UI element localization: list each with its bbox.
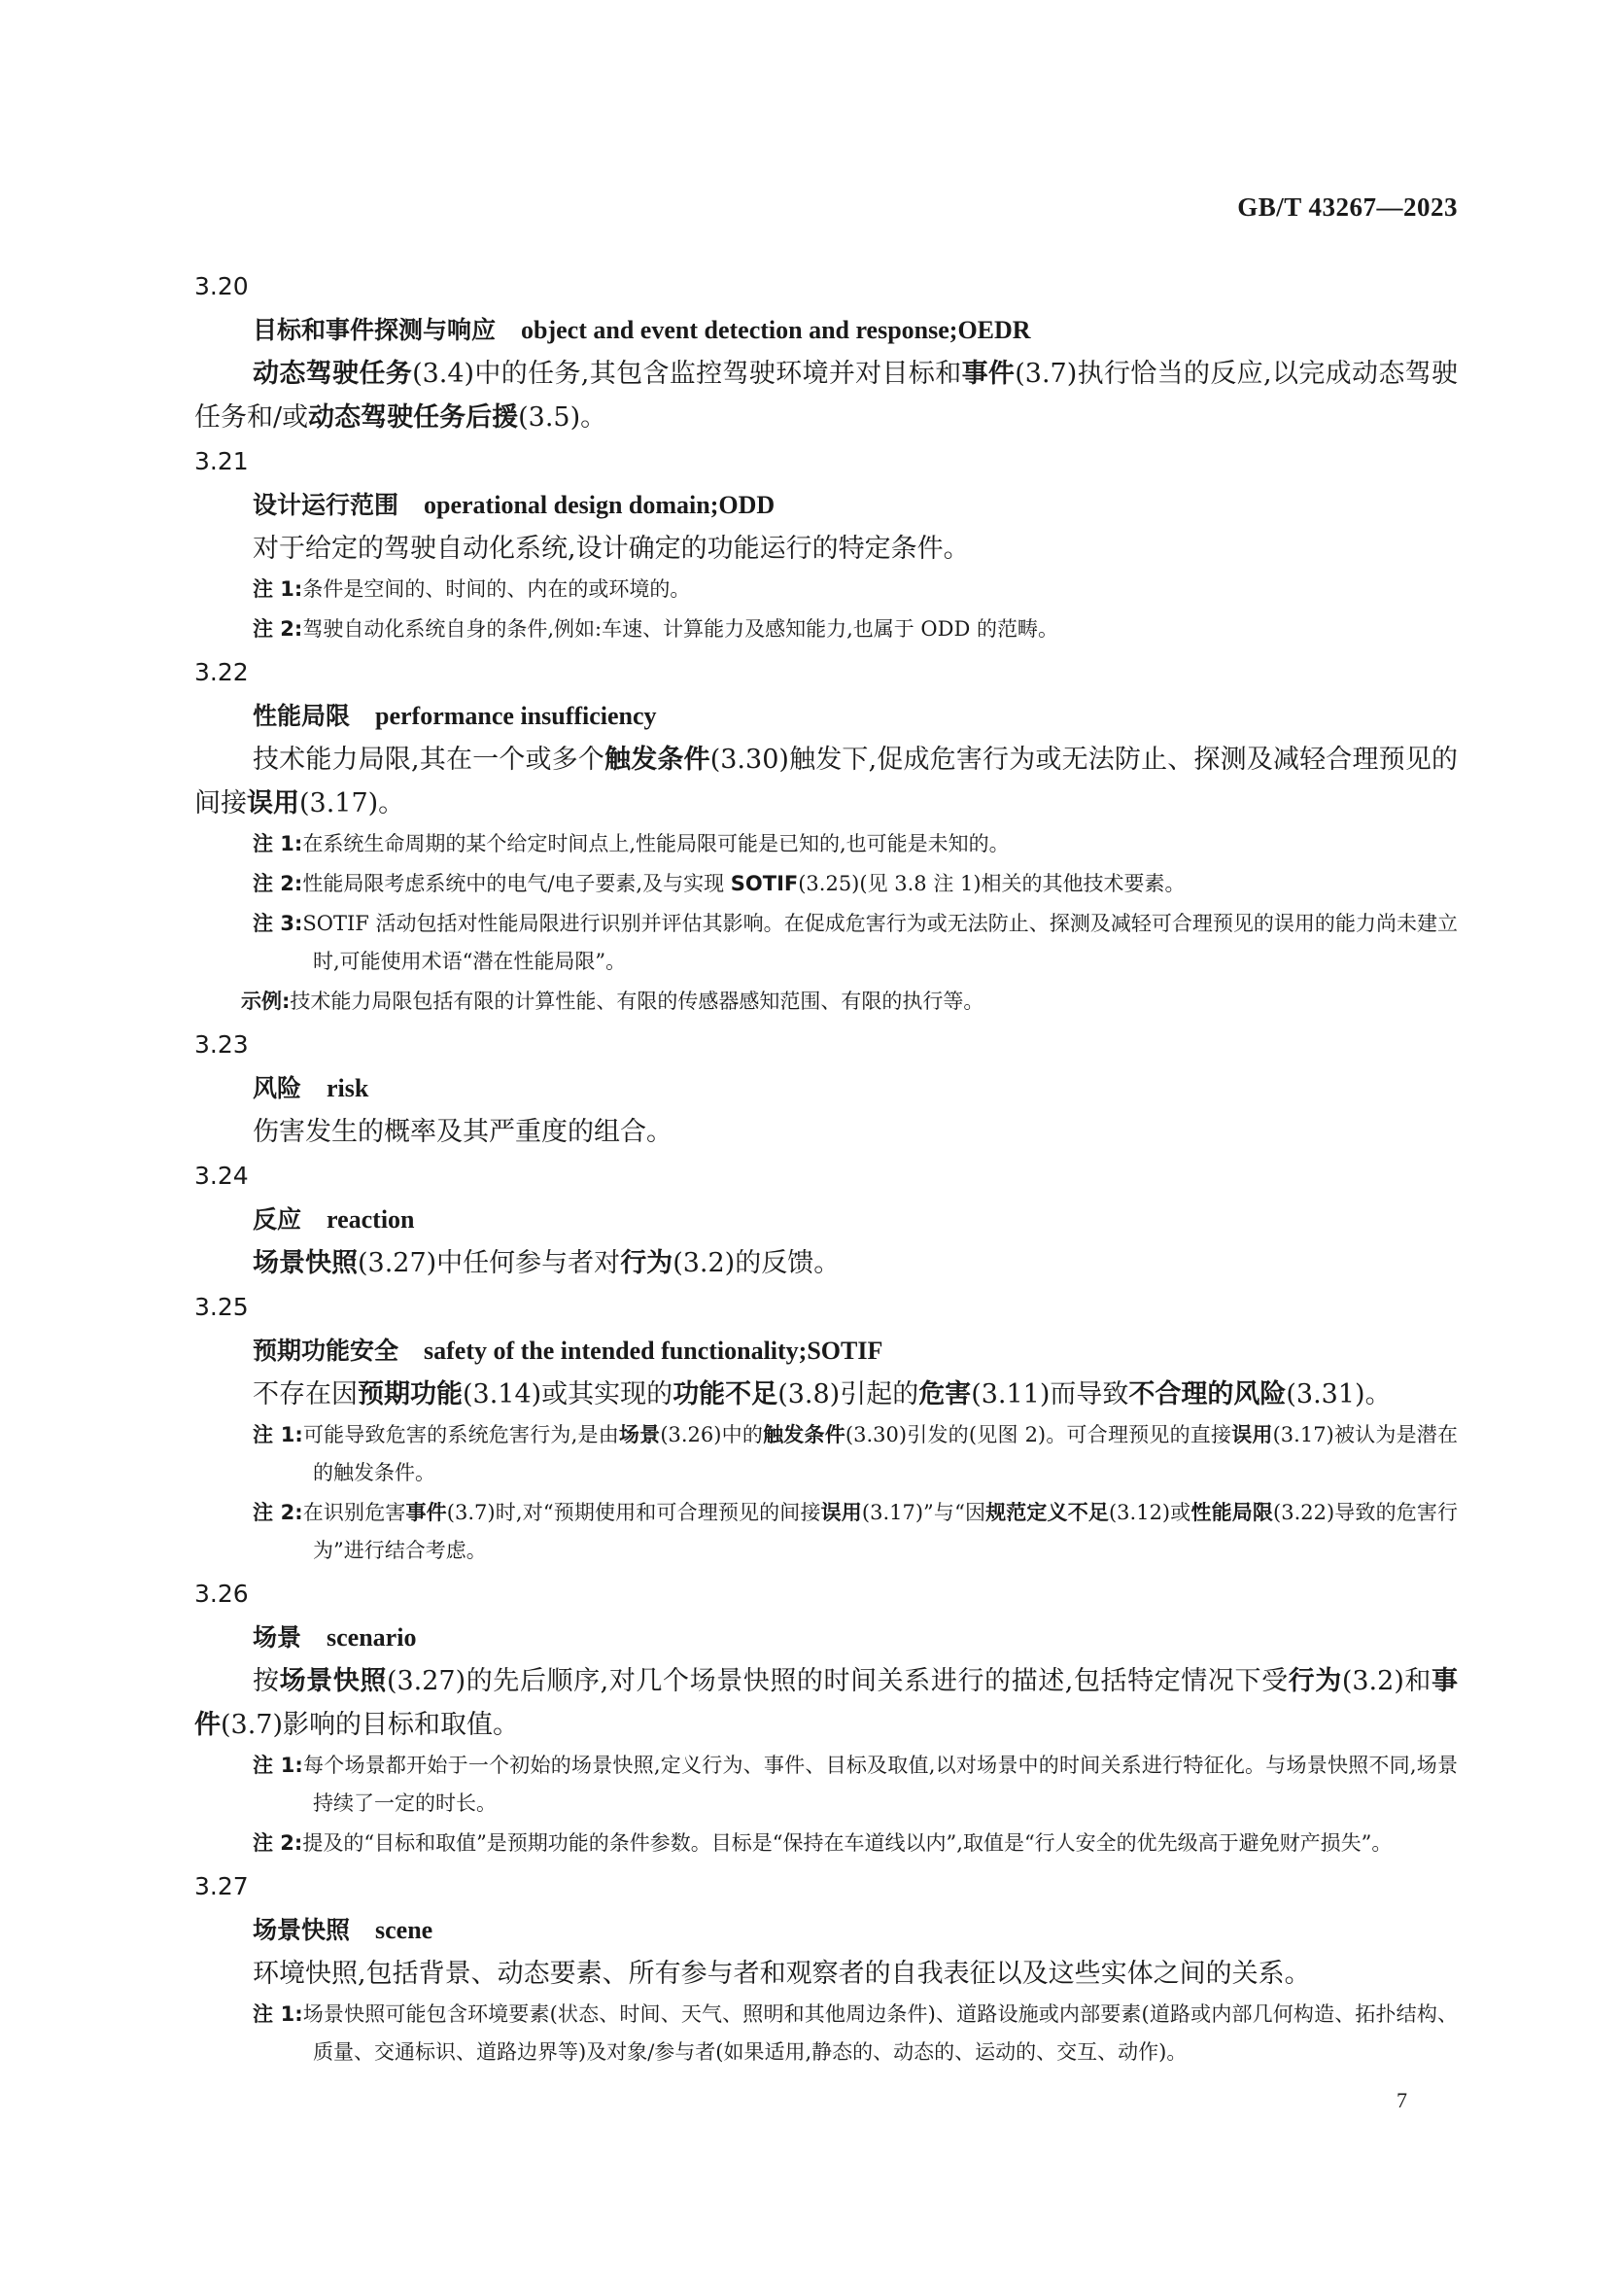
text-run: (3.12)或 xyxy=(1108,1501,1191,1524)
term-heading xyxy=(253,1617,1458,1659)
text-run: (3.7)时,对“预期使用和可合理预见的间接 xyxy=(446,1501,821,1524)
note xyxy=(253,610,1458,648)
text-run: 可能导致危害的系统危害行为,是由 xyxy=(302,1423,619,1446)
cross-reference-term: 误用 xyxy=(820,1501,862,1524)
cross-reference-term: 性能局限 xyxy=(1190,1501,1274,1524)
term-chinese: 预期功能安全 xyxy=(253,1337,399,1365)
cross-reference-term: SOTIF xyxy=(730,872,799,895)
term-definition xyxy=(194,1952,1458,1996)
text-run: (3.30)引发的(见图 2)。可合理预见的直接 xyxy=(845,1423,1232,1446)
text-run: (3.27)的先后顺序,对几个场景快照的时间关系进行的描述,包括特定情况下受 xyxy=(386,1666,1289,1696)
cross-reference-term: 动态驾驶任务后援 xyxy=(308,402,519,433)
text-run: 对于给定的驾驶自动化系统,设计确定的功能运行的特定条件。 xyxy=(253,534,970,564)
term-english: performance insufficiency xyxy=(375,702,657,730)
term-heading xyxy=(253,309,1458,352)
text-run: (3.7)执行恰当的反应,以完成动态驾驶任务和/或 xyxy=(194,359,1459,433)
term-definition xyxy=(194,352,1458,439)
cross-reference-term: 事件 xyxy=(194,1666,1459,1740)
text-run: (3.27)中任何参与者对 xyxy=(358,1248,621,1278)
text-run: (3.30)触发下,促成危害行为或无法防止、探测及减轻合理预见的间接 xyxy=(194,745,1458,818)
term-chinese: 反应 xyxy=(253,1205,302,1234)
text-run: 每个场景都开始于一个初始的场景快照,定义行为、事件、目标及取值,以对场景中的时间关系进行特征化。与场景快照不同,场景持续了一定的时长。 xyxy=(302,1754,1458,1815)
text-run: (3.31)。 xyxy=(1286,1379,1392,1409)
cross-reference-term: 行为 xyxy=(1288,1666,1342,1696)
term-definition xyxy=(194,1110,1458,1154)
text-run: (3.5)。 xyxy=(518,402,607,433)
text-run: 技术能力局限,其在一个或多个 xyxy=(253,745,605,775)
text-run: (3.17)。 xyxy=(299,788,405,818)
text-run: (3.4)中的任务,其包含监控驾驶环境并对目标和 xyxy=(412,359,962,389)
note xyxy=(253,865,1458,903)
note-label: 注 1: xyxy=(253,577,303,601)
text-run: (3.2)的反馈。 xyxy=(673,1248,841,1278)
term-definition xyxy=(194,1241,1458,1285)
text-run: 技术能力局限包括有限的计算性能、有限的传感器感知范围、有限的执行等。 xyxy=(290,990,984,1013)
note xyxy=(253,825,1458,863)
text-run: 场景快照可能包含环境要素(状态、时间、天气、照明和其他周边条件)、道路设施或内部要素(道路或内部几何构造、拓扑结构、质量、交通标识、道路边界等)及对象/参与者(如果适用,静态的、动态的、运动的、交互、动作)。 xyxy=(302,2002,1458,2064)
term-heading xyxy=(253,1067,1458,1110)
cross-reference-term: 规范定义不足 xyxy=(985,1501,1109,1524)
term-english: operational design domain;ODD xyxy=(424,491,776,519)
standard-code: GB/T 43267—2023 xyxy=(1237,192,1458,222)
term-english: reaction xyxy=(327,1205,415,1234)
text-run: (3.7)影响的目标和取值。 xyxy=(221,1710,520,1740)
term-heading xyxy=(253,1330,1458,1373)
note-label: 示例: xyxy=(241,990,291,1013)
text-run: (3.25)(见 3.8 注 1)相关的其他技术要素。 xyxy=(798,872,1186,895)
term-chinese: 目标和事件探测与响应 xyxy=(253,316,497,344)
cross-reference-term: 不合理的风险 xyxy=(1128,1379,1287,1409)
text-run: 按 xyxy=(253,1666,280,1696)
text-run: 条件是空间的、时间的、内在的或环境的。 xyxy=(302,577,691,601)
text-run: 驾驶自动化系统自身的条件,例如:车速、计算能力及感知能力,也属于 ODD 的范畴。 xyxy=(302,617,1058,641)
note xyxy=(253,1825,1458,1862)
cross-reference-term: 触发条件 xyxy=(763,1423,845,1446)
text-run: (3.17)被认为是潜在的触发条件。 xyxy=(313,1423,1458,1484)
note xyxy=(253,1494,1458,1570)
cross-reference-term: 场景快照 xyxy=(253,1248,358,1278)
term-chinese: 场景快照 xyxy=(253,1916,351,1944)
term-english: safety of the intended functionality;SOTIF xyxy=(424,1337,883,1365)
text-run: (3.14)或其实现的 xyxy=(463,1379,673,1409)
page-number: 7 xyxy=(1397,2088,1407,2112)
term-heading xyxy=(253,695,1458,738)
term-definition xyxy=(194,1373,1458,1416)
term-english: scene xyxy=(375,1916,433,1944)
note xyxy=(253,1996,1458,2071)
cross-reference-term: 功能不足 xyxy=(673,1379,778,1409)
term-number: 3.21 xyxy=(194,447,249,475)
text-run: 环境快照,包括背景、动态要素、所有参与者和观察者的自我表征以及这些实体之间的关系。 xyxy=(253,1959,1311,1989)
note-label: 注 3: xyxy=(253,912,303,935)
term-number: 3.22 xyxy=(194,658,249,686)
term-english: object and event detection and response;OEDR xyxy=(521,316,1031,344)
text-run: (3.17)”与“因 xyxy=(861,1501,986,1524)
note-label: 注 1: xyxy=(253,832,303,855)
note-label: 注 2: xyxy=(253,617,303,641)
cross-reference-term: 动态驾驶任务 xyxy=(253,359,413,389)
term-number: 3.23 xyxy=(194,1030,249,1059)
note xyxy=(253,905,1458,981)
term-chinese: 设计运行范围 xyxy=(253,491,399,519)
term-number: 3.25 xyxy=(194,1293,249,1321)
term-definition xyxy=(194,527,1458,571)
term-english: risk xyxy=(327,1074,369,1102)
note-label: 注 1: xyxy=(253,2002,303,2026)
term-heading xyxy=(253,1909,1458,1952)
note-label: 注 1: xyxy=(253,1423,303,1446)
text-run: (3.8)引起的 xyxy=(777,1379,919,1409)
example xyxy=(241,983,1458,1021)
note-label: 注 1: xyxy=(253,1754,303,1777)
term-chinese: 场景 xyxy=(253,1623,302,1652)
term-number: 3.27 xyxy=(194,1872,249,1900)
terms-content xyxy=(194,264,1458,2073)
cross-reference-term: 事件 xyxy=(405,1501,447,1524)
cross-reference-term: 误用 xyxy=(247,788,299,818)
cross-reference-term: 危害 xyxy=(918,1379,972,1409)
cross-reference-term: 误用 xyxy=(1231,1423,1273,1446)
text-run: 不存在因 xyxy=(253,1379,358,1409)
text-run: (3.11)而导致 xyxy=(971,1379,1129,1409)
text-run: 性能局限考虑系统中的电气/电子要素,及与实现 xyxy=(302,872,731,895)
cross-reference-term: 事件 xyxy=(961,359,1016,389)
note xyxy=(253,571,1458,609)
cross-reference-term: 行为 xyxy=(620,1248,673,1278)
term-english: scenario xyxy=(327,1623,417,1652)
term-heading xyxy=(253,1199,1458,1241)
term-definition xyxy=(194,738,1458,825)
note-label: 注 2: xyxy=(253,1501,303,1524)
term-definition xyxy=(194,1659,1458,1747)
note xyxy=(253,1416,1458,1492)
cross-reference-term: 场景 xyxy=(618,1423,661,1446)
text-run: (3.2)和 xyxy=(1341,1666,1432,1696)
term-heading xyxy=(253,484,1458,527)
term-chinese: 性能局限 xyxy=(253,702,351,730)
term-chinese: 风险 xyxy=(253,1074,302,1102)
term-number: 3.24 xyxy=(194,1162,249,1190)
text-run: (3.22)导致的危害行为”进行结合考虑。 xyxy=(313,1501,1459,1562)
text-run: 伤害发生的概率及其严重度的组合。 xyxy=(253,1117,673,1147)
note xyxy=(253,1747,1458,1823)
note-label: 注 2: xyxy=(253,872,303,895)
term-number: 3.26 xyxy=(194,1580,249,1608)
text-run: 在系统生命周期的某个给定时间点上,性能局限可能是已知的,也可能是未知的。 xyxy=(302,832,1010,855)
text-run: 在识别危害 xyxy=(302,1501,406,1524)
text-run: SOTIF 活动包括对性能局限进行识别并评估其影响。在促成危害行为或无法防止、探测及减轻可合理预见的误用的能力尚未建立时,可能使用术语“潜在性能局限”。 xyxy=(302,912,1458,973)
cross-reference-term: 预期功能 xyxy=(358,1379,463,1409)
text-run: 提及的“目标和取值”是预期功能的条件参数。目标是“保持在车道线以内”,取值是“行人安全的优先级高于避免财产损失”。 xyxy=(302,1831,1393,1855)
text-run: (3.26)中的 xyxy=(660,1423,764,1446)
cross-reference-term: 场景快照 xyxy=(279,1666,387,1696)
note-label: 注 2: xyxy=(253,1831,303,1855)
term-number: 3.20 xyxy=(194,272,249,300)
cross-reference-term: 触发条件 xyxy=(604,745,710,775)
